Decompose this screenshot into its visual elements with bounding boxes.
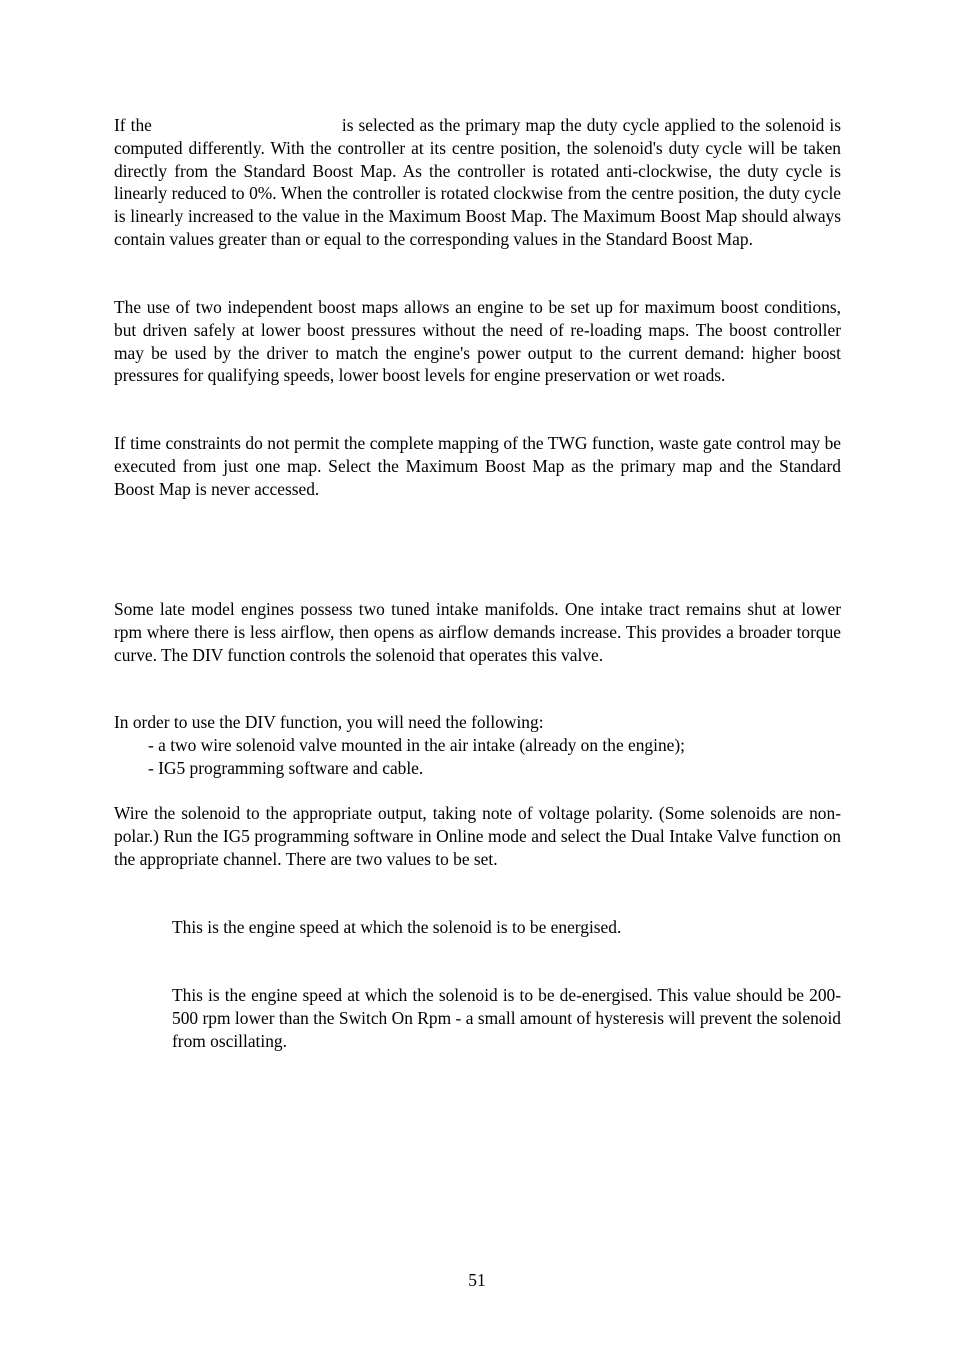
switch-on-description: This is the engine speed at which the solenoid is to be energised. [172, 917, 622, 937]
paragraph-div-requirements: In order to use the DIV function, you will need the following: [114, 712, 544, 732]
paragraph-primary-map-prefix: If the [114, 115, 152, 135]
paragraph-primary-map [114, 114, 841, 251]
paragraph-time-constraints: If time constraints do not permit the complete mapping of the TWG function, waste gate control may be executed from just one map. Select the Maximum Boost Map as the primary map and the Standard Boost Map is never accessed. [114, 433, 841, 499]
paragraph-primary-map-text: is selected as the primary map the duty cycle applied to the solenoid is computed differently. With the controller at its centre position, the solenoid's duty cycle will be taken directly from the Standard Boost Map. As the controller is rotated anti-clockwise, the duty cycle is linearly reduced to 0%. When the controller is rotated clockwise from the centre position, the duty cycle is linearly increased to the value in the Maximum Boost Map. The Maximum Boost Map should always contain values greater than or equal to the corresponding values in the Standard Boost Map. [114, 115, 841, 249]
paragraph-two-maps: The use of two independent boost maps allows an engine to be set up for maximum boost conditions, but driven safely at lower boost pressures without the need of re-loading maps. The boost controller may be used by the driver to match the engine's power output to the current demand: higher boost pressures for qualifying speeds, lower boost levels for engine preservation or wet roads. [114, 297, 841, 386]
paragraph-div-intro: Some late model engines possess two tuned intake manifolds. One intake tract remains shut at lower rpm where there is less airflow, then opens as airflow demands increase. This provides a broader torque curve. The DIV function controls the solenoid that operates this valve. [114, 599, 841, 665]
switch-off-description: This is the engine speed at which the solenoid is to be de-energised. This value should be 200-500 rpm lower than the Switch On Rpm - a small amount of hysteresis will prevent the solenoid from oscillating. [172, 985, 841, 1051]
list-item: - a two wire solenoid valve mounted in the air intake (already on the engine); [148, 735, 685, 755]
page-number: 51 [468, 1270, 486, 1290]
paragraph-wiring: Wire the solenoid to the appropriate output, taking note of voltage polarity. (Some solenoids are non-polar.) Run the IG5 programming software in Online mode and select the Dual Intake Valve function on the appropriate channel. There are two values to be set. [114, 803, 841, 869]
list-item: - IG5 programming software and cable. [148, 758, 424, 778]
